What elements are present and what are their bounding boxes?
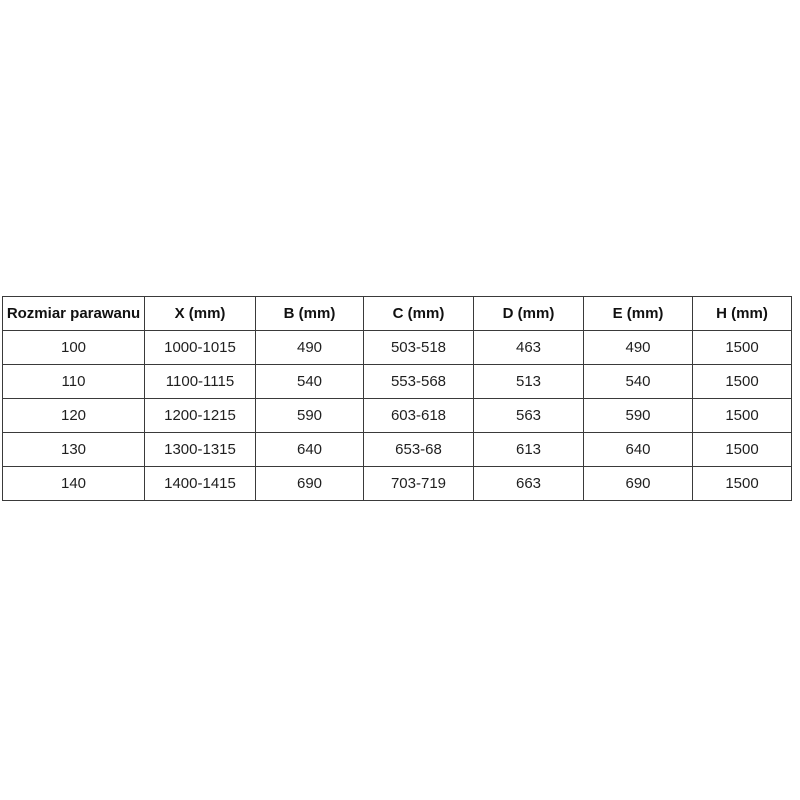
header-cell-col-5: E (mm)	[584, 297, 693, 331]
header-cell-col-1: X (mm)	[145, 297, 256, 331]
header-cell-col-2: B (mm)	[256, 297, 364, 331]
table-cell: 1400-1415	[145, 467, 256, 501]
table-body	[3, 331, 792, 501]
table-cell: 653-68	[364, 433, 474, 467]
table-cell: 690	[584, 467, 693, 501]
table-cell: 703-719	[364, 467, 474, 501]
table-cell: 540	[256, 365, 364, 399]
table-cell: 1500	[693, 365, 792, 399]
table-header	[3, 297, 792, 331]
table-cell: 613	[474, 433, 584, 467]
header-cell-col-3: C (mm)	[364, 297, 474, 331]
table-cell: 110	[3, 365, 145, 399]
table-cell: 1500	[693, 331, 792, 365]
table-cell: 1300-1315	[145, 433, 256, 467]
table-cell: 563	[474, 399, 584, 433]
table-cell: 490	[584, 331, 693, 365]
header-cell-col-4: D (mm)	[474, 297, 584, 331]
table-cell: 553-568	[364, 365, 474, 399]
table-cell: 140	[3, 467, 145, 501]
header-cell-col-0: Rozmiar parawanu	[3, 297, 145, 331]
table-cell: 503-518	[364, 331, 474, 365]
table-row	[3, 467, 792, 501]
table-cell: 640	[256, 433, 364, 467]
table-cell: 1500	[693, 467, 792, 501]
table-cell: 1500	[693, 399, 792, 433]
table-cell: 513	[474, 365, 584, 399]
table-cell: 663	[474, 467, 584, 501]
table-cell: 1500	[693, 433, 792, 467]
table-row	[3, 399, 792, 433]
table-cell: 590	[256, 399, 364, 433]
table-cell: 640	[584, 433, 693, 467]
table-cell: 490	[256, 331, 364, 365]
size-spec-table-container	[2, 296, 791, 501]
table-cell: 603-618	[364, 399, 474, 433]
table-row	[3, 365, 792, 399]
table-row	[3, 331, 792, 365]
table-cell: 120	[3, 399, 145, 433]
table-cell: 130	[3, 433, 145, 467]
table-cell: 1200-1215	[145, 399, 256, 433]
table-row	[3, 433, 792, 467]
table-cell: 463	[474, 331, 584, 365]
table-cell: 1000-1015	[145, 331, 256, 365]
table-cell: 100	[3, 331, 145, 365]
table-header-row	[3, 297, 792, 331]
header-cell-col-6: H (mm)	[693, 297, 792, 331]
table-cell: 1100-1115	[145, 365, 256, 399]
table-cell: 540	[584, 365, 693, 399]
table-cell: 690	[256, 467, 364, 501]
size-spec-table	[2, 296, 792, 501]
table-cell: 590	[584, 399, 693, 433]
